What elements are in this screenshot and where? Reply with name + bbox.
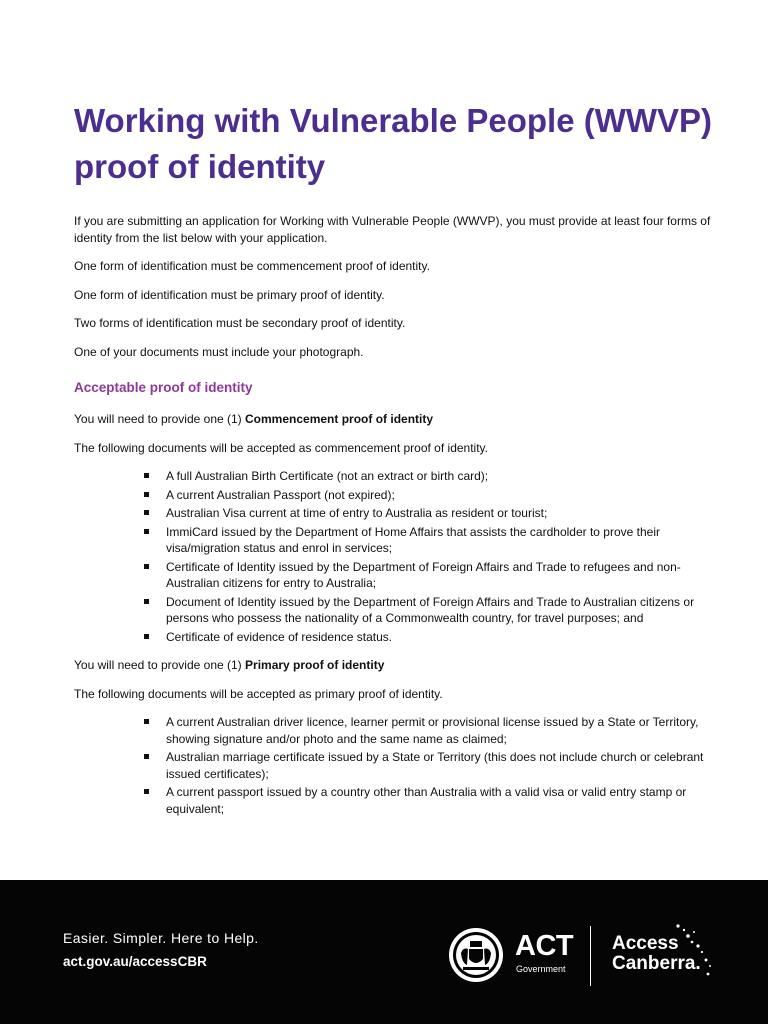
act-government-seal-icon (448, 927, 504, 983)
page-title: Working with Vulnerable People (WWVP) proof of identity (74, 102, 713, 185)
primary-lead (74, 657, 714, 674)
section-heading: Acceptable proof of identity (74, 380, 253, 395)
access-canberra-stars-icon (668, 922, 714, 984)
footer-tagline: Easier. Simpler. Here to Help. (63, 930, 259, 946)
page-footer (0, 880, 768, 1024)
list-item: Certificate of Identity issued by the Department of Foreign Affairs and Trade to refugees and non-Australian citizens for entry to Australia; (166, 559, 714, 592)
government-logo-text: Government (516, 964, 566, 974)
list-item: Certificate of evidence of residence status. (166, 629, 714, 646)
act-logo-text: ACT (515, 930, 574, 962)
intro-paragraph: One of your documents must include your photograph. (74, 344, 364, 359)
intro-paragraph: If you are submitting an application for Working with Vulnerable People (WWVP), you must provide at least four forms of identity from the list below with your application. (74, 214, 711, 245)
primary-list (74, 714, 714, 817)
intro-paragraph: One form of identification must be primary proof of identity. (74, 287, 385, 302)
commencement-lead (74, 411, 714, 428)
commencement-lead-bold: Commencement proof of identity (245, 412, 434, 426)
logo-divider (590, 926, 591, 986)
list-item: Australian marriage certificate issued by a State or Territory (this does not include church or celebrant issued certificates); (166, 749, 714, 782)
commencement-accepted: The following documents will be accepted as commencement proof of identity. (74, 440, 488, 455)
commencement-lead-text: You will need to provide one (1) (74, 412, 242, 426)
footer-url-link[interactable]: act.gov.au/accessCBR (63, 954, 207, 969)
primary-lead-bold: Primary proof of identity (245, 658, 385, 672)
commencement-list (74, 468, 714, 645)
list-item: A current Australian Passport (not expired); (166, 487, 714, 504)
list-item: A current passport issued by a country other than Australia with a valid visa or valid entry stamp or equivalent; (166, 784, 714, 817)
intro-paragraph: One form of identification must be commencement proof of identity. (74, 259, 430, 273)
list-item: Document of Identity issued by the Department of Foreign Affairs and Trade to Australian citizens or persons who possess the nationality of a Commonwealth country, for travel purposes; and (166, 594, 714, 627)
document-body (74, 213, 714, 829)
list-item: A current Australian driver licence, learner permit or provisional license issued by a State or Territory, showing signature and/or photo and the same name as claimed; (166, 714, 714, 747)
intro-paragraph: Two forms of identification must be secondary proof of identity. (74, 316, 406, 330)
canberra-logo-line: Canberra. (612, 953, 701, 974)
access-logo-line: Access (612, 933, 679, 954)
primary-lead-text: You will need to provide one (1) (74, 658, 242, 672)
list-item: A full Australian Birth Certificate (not an extract or birth card); (166, 468, 714, 485)
list-item: Australian Visa current at time of entry to Australia as resident or tourist; (166, 505, 714, 522)
primary-accepted: The following documents will be accepted as primary proof of identity. (74, 686, 443, 701)
list-item: ImmiCard issued by the Department of Home Affairs that assists the cardholder to prove their visa/migration status and enrol in services; (166, 524, 714, 557)
